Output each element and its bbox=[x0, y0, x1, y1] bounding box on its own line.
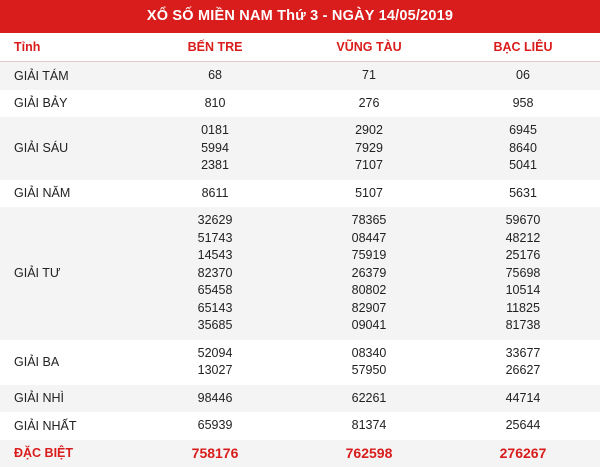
prize-number: 81374 bbox=[294, 417, 444, 435]
prize-number: 11825 bbox=[448, 300, 598, 318]
prize-number: 68 bbox=[140, 67, 290, 85]
table-row bbox=[0, 207, 600, 340]
table-row bbox=[0, 412, 600, 440]
prize-number: 958 bbox=[448, 95, 598, 113]
prize-number: 44714 bbox=[448, 390, 598, 408]
prize-number: 810 bbox=[140, 95, 290, 113]
prize-numbers-cell bbox=[138, 440, 292, 467]
table-row bbox=[0, 117, 600, 180]
prize-numbers-cell bbox=[446, 117, 600, 180]
prize-label: GIẢI SÁU bbox=[0, 117, 138, 180]
prize-number: 48212 bbox=[448, 230, 598, 248]
prize-label: GIẢI TÁM bbox=[0, 62, 138, 90]
prize-number: 08447 bbox=[294, 230, 444, 248]
column-header-ben-tre: BẾN TRE bbox=[138, 33, 292, 62]
prize-label: GIẢI NĂM bbox=[0, 180, 138, 208]
prize-number: 51743 bbox=[140, 230, 290, 248]
prize-number: 13027 bbox=[140, 362, 290, 380]
prize-number: 25644 bbox=[448, 417, 598, 435]
prize-label: GIẢI NHẤT bbox=[0, 412, 138, 440]
prize-number: 0181 bbox=[140, 122, 290, 140]
prize-numbers-cell bbox=[446, 385, 600, 413]
prize-number: 10514 bbox=[448, 282, 598, 300]
prize-number: 26379 bbox=[294, 265, 444, 283]
prize-numbers-cell bbox=[292, 117, 446, 180]
prize-numbers-cell bbox=[138, 117, 292, 180]
prize-number: 8611 bbox=[140, 185, 290, 203]
prize-number: 35685 bbox=[140, 317, 290, 335]
prize-numbers-cell bbox=[446, 207, 600, 340]
prize-number: 62261 bbox=[294, 390, 444, 408]
prize-number: 276267 bbox=[448, 445, 598, 463]
prize-numbers-cell bbox=[446, 440, 600, 467]
prize-number: 78365 bbox=[294, 212, 444, 230]
table-row bbox=[0, 180, 600, 208]
prize-number: 32629 bbox=[140, 212, 290, 230]
prize-number: 5631 bbox=[448, 185, 598, 203]
table-row bbox=[0, 385, 600, 413]
table-body bbox=[0, 62, 600, 467]
prize-numbers-cell bbox=[446, 340, 600, 385]
prize-number: 8640 bbox=[448, 140, 598, 158]
prize-number: 276 bbox=[294, 95, 444, 113]
prize-numbers-cell bbox=[292, 412, 446, 440]
prize-number: 09041 bbox=[294, 317, 444, 335]
prize-number: 2902 bbox=[294, 122, 444, 140]
prize-number: 75698 bbox=[448, 265, 598, 283]
prize-number: 81738 bbox=[448, 317, 598, 335]
lottery-result-table bbox=[0, 33, 600, 467]
prize-numbers-cell bbox=[292, 90, 446, 118]
prize-numbers-cell bbox=[446, 62, 600, 90]
prize-numbers-cell bbox=[138, 90, 292, 118]
prize-number: 26627 bbox=[448, 362, 598, 380]
prize-number: 5041 bbox=[448, 157, 598, 175]
prize-number: 6945 bbox=[448, 122, 598, 140]
table-row bbox=[0, 340, 600, 385]
prize-numbers-cell bbox=[138, 340, 292, 385]
table-header bbox=[0, 33, 600, 62]
prize-number: 25176 bbox=[448, 247, 598, 265]
prize-number: 5107 bbox=[294, 185, 444, 203]
prize-numbers-cell bbox=[138, 207, 292, 340]
prize-numbers-cell bbox=[138, 412, 292, 440]
prize-number: 7107 bbox=[294, 157, 444, 175]
prize-number: 65458 bbox=[140, 282, 290, 300]
prize-numbers-cell bbox=[138, 180, 292, 208]
column-header-vung-tau: VŨNG TÀU bbox=[292, 33, 446, 62]
prize-number: 59670 bbox=[448, 212, 598, 230]
prize-numbers-cell bbox=[446, 90, 600, 118]
prize-number: 06 bbox=[448, 67, 598, 85]
prize-number: 65143 bbox=[140, 300, 290, 318]
prize-number: 82907 bbox=[294, 300, 444, 318]
prize-numbers-cell bbox=[292, 207, 446, 340]
table-row bbox=[0, 440, 600, 467]
prize-number: 52094 bbox=[140, 345, 290, 363]
table-row bbox=[0, 90, 600, 118]
prize-number: 2381 bbox=[140, 157, 290, 175]
prize-numbers-cell bbox=[292, 440, 446, 467]
prize-label: GIẢI NHÌ bbox=[0, 385, 138, 413]
prize-number: 65939 bbox=[140, 417, 290, 435]
prize-label: GIẢI TƯ bbox=[0, 207, 138, 340]
prize-number: 14543 bbox=[140, 247, 290, 265]
prize-number: 08340 bbox=[294, 345, 444, 363]
page-title: XỔ SỐ MIỀN NAM Thứ 3 - NGÀY 14/05/2019 bbox=[0, 0, 600, 33]
prize-numbers-cell bbox=[292, 62, 446, 90]
prize-number: 98446 bbox=[140, 390, 290, 408]
prize-numbers-cell bbox=[138, 62, 292, 90]
prize-numbers-cell bbox=[138, 385, 292, 413]
prize-number: 75919 bbox=[294, 247, 444, 265]
prize-numbers-cell bbox=[292, 180, 446, 208]
column-header-bac-lieu: BẠC LIÊU bbox=[446, 33, 600, 62]
prize-number: 758176 bbox=[140, 445, 290, 463]
prize-label: GIẢI BẢY bbox=[0, 90, 138, 118]
table-header-row bbox=[0, 33, 600, 62]
table-row bbox=[0, 62, 600, 90]
column-header-province: Tỉnh bbox=[0, 33, 138, 62]
prize-number: 5994 bbox=[140, 140, 290, 158]
prize-number: 762598 bbox=[294, 445, 444, 463]
prize-label: GIẢI BA bbox=[0, 340, 138, 385]
prize-number: 7929 bbox=[294, 140, 444, 158]
prize-number: 33677 bbox=[448, 345, 598, 363]
prize-number: 80802 bbox=[294, 282, 444, 300]
prize-numbers-cell bbox=[292, 340, 446, 385]
prize-numbers-cell bbox=[446, 180, 600, 208]
prize-number: 71 bbox=[294, 67, 444, 85]
prize-number: 82370 bbox=[140, 265, 290, 283]
prize-label: ĐẶC BIỆT bbox=[0, 440, 138, 467]
prize-numbers-cell bbox=[446, 412, 600, 440]
prize-numbers-cell bbox=[292, 385, 446, 413]
prize-number: 57950 bbox=[294, 362, 444, 380]
